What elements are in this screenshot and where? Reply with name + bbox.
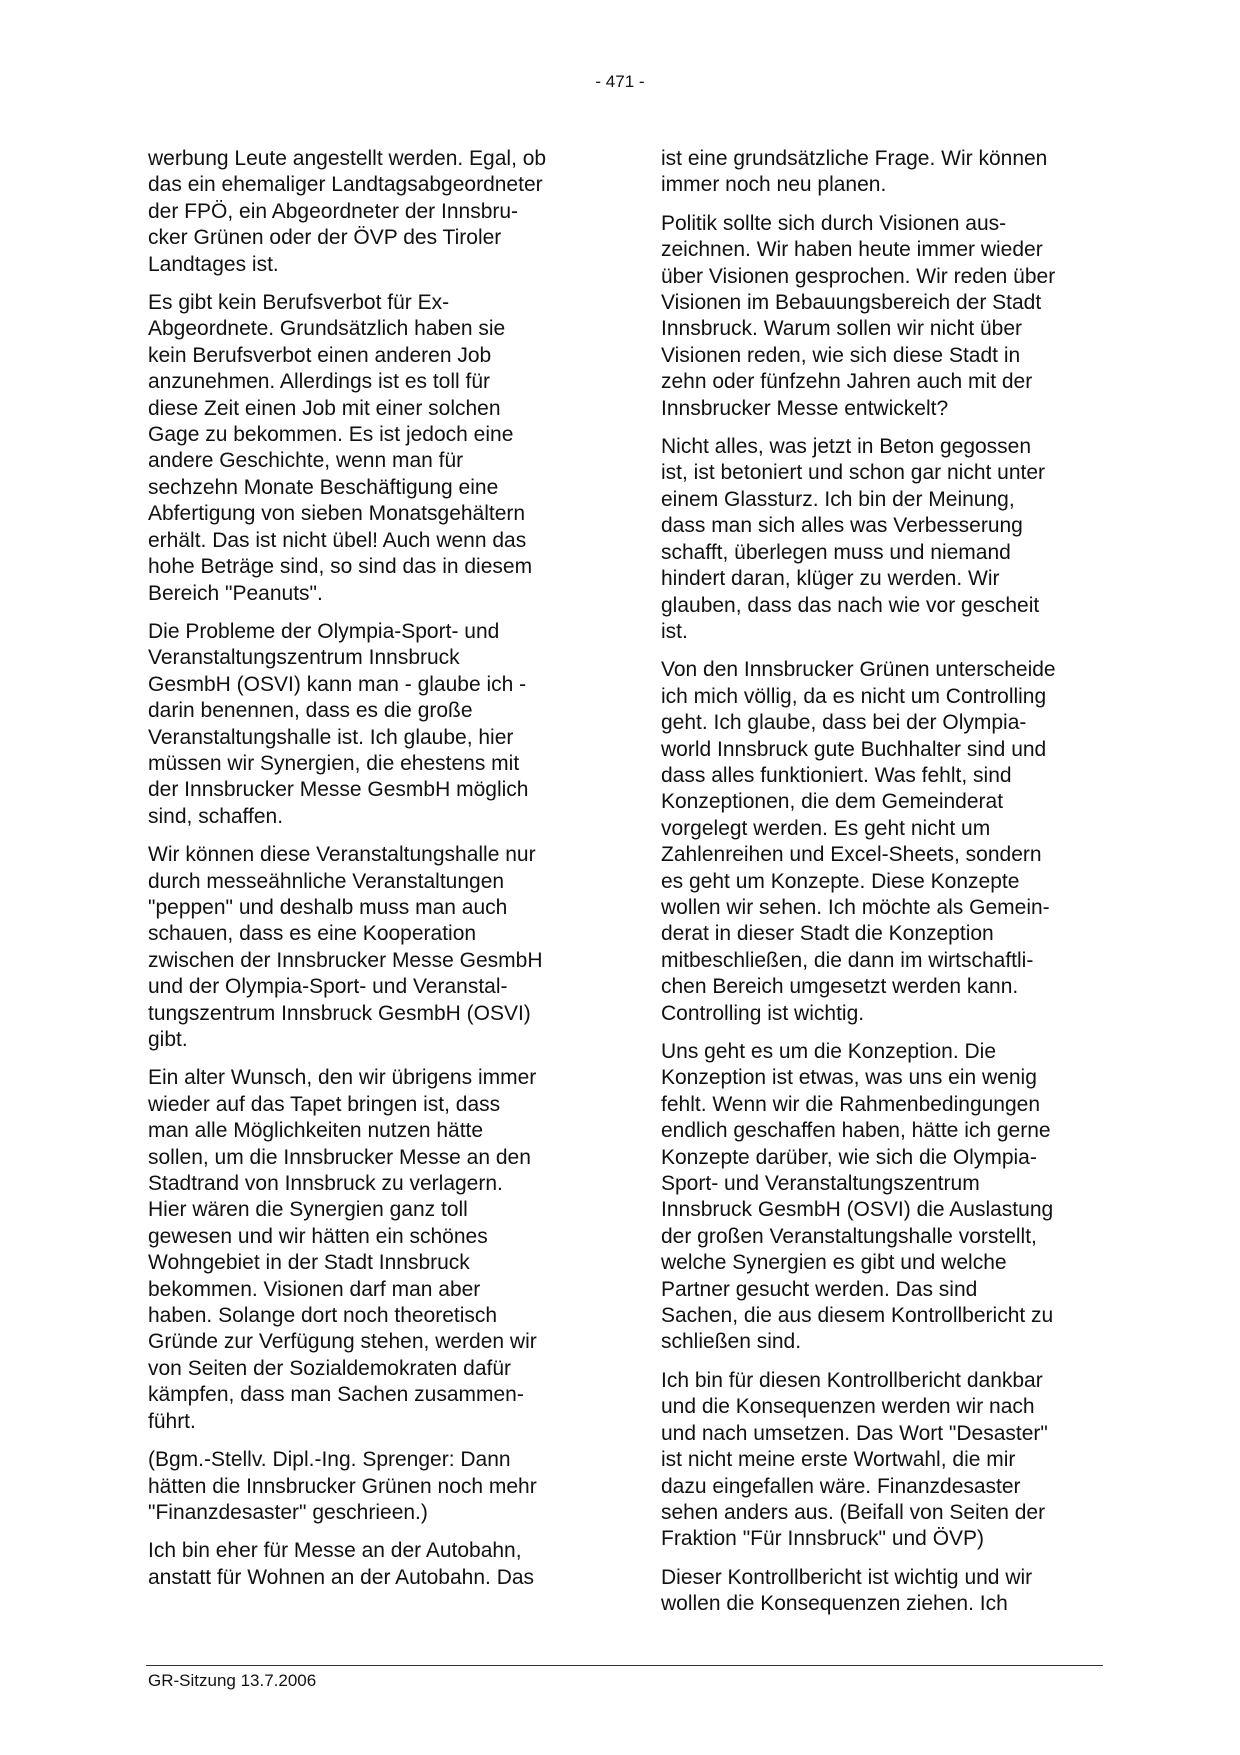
paragraph: Ich bin für diesen Kontrollbericht dankbar und die Konsequenzen werden wir nach und nach umsetzen. Das Wort "Desaster" ist nicht meine erste Wortwahl, die mir dazu eingefallen wäre. Finanzdesaster sehen anders aus. (Beifall von Seiten der Fraktion "Für Innsbruck" und ÖVP) — [661, 1368, 1048, 1551]
paragraph: Ein alter Wunsch, den wir übrigens immer wieder auf das Tapet bringen ist, dass man alle Möglichkeiten nutzen hätte sollen, um die Innsbrucker Messe an den Stadtrand von Innsbruck zu verlagern. Hier wären die Synergien ganz toll gewesen und wir hätten ein schönes Wohngebiet in der Stadt Innsbruck bekommen. Visionen darf man aber haben. Solange dort noch theoretisch Gründe zur Verfügung stehen, werden wir von Seiten der Sozialdemokraten dafür kämpfen, dass man Sachen zusammen- führt. — [148, 1066, 537, 1433]
paragraph: werbung Leute angestellt werden. Egal, ob das ein ehemaliger Landtagsabgeordneter der FPÖ, ein Abgeordneter der Innsbru- cker Grünen oder der ÖVP des Tiroler Landtages ist. — [148, 147, 547, 276]
footer-session-date: GR-Sitzung 13.7.2006 — [148, 1671, 317, 1690]
paragraph: Wir können diese Veranstaltungshalle nur durch messeähnliche Veranstaltungen "peppen" und deshalb muss man auch schauen, dass es eine Kooperation zwischen der Innsbrucker Messe GesmbH und der Olympia-Sport- und Veranstal- tungszentrum Innsbruck GesmbH (OSVI) gibt. — [148, 843, 543, 1051]
paragraph: Von den Innsbrucker Grünen unterscheide ich mich völlig, da es nicht um Controlling geht. Ich glaube, dass bei der Olympia- world Innsbruck gute Buchhalter sind und dass alles funktioniert. Was fehlt, sind Konzeptionen, die dem Gemeinderat vorgelegt werden. Es geht nicht um Zahlenreihen und Excel-Sheets, sondern es geht um Konzepte. Diese Konzepte wollen wir sehen. Ich möchte als Gemein- derat in dieser Stadt die Konzeption mitbeschließen, die dann im wirtschaftli- chen Bereich umgesetzt werden kann. Controlling ist wichtig. — [661, 658, 1056, 1025]
paragraph: Ich bin eher für Messe an der Autobahn, anstatt für Wohnen an der Autobahn. Das — [148, 1539, 535, 1589]
left-column — [148, 146, 594, 1603]
right-column — [661, 146, 1107, 1630]
page-number: - 471 - — [595, 72, 645, 91]
paragraph: ist eine grundsätzliche Frage. Wir können immer noch neu planen. — [661, 147, 1048, 197]
paragraph: Politik sollte sich durch Visionen aus- zeichnen. Wir haben heute immer wieder über Visionen gesprochen. Wir reden über Visionen im Bebauungsbereich der Stadt Innsbruck. Warum sollen wir nicht über Visionen reden, wie sich diese Stadt in zehn oder fünfzehn Jahren auch mit der Innsbrucker Messe entwickelt? — [661, 211, 1056, 420]
footer-divider — [146, 1665, 1103, 1666]
paragraph: Uns geht es um die Konzeption. Die Konzeption ist etwas, was uns ein wenig fehlt. Wenn wir die Rahmenbedingungen endlich geschaffen haben, hätte ich gerne Konzepte darüber, wie sich die Olympia- Sport- und Veranstaltungszentrum Innsbruck GesmbH (OSVI) die Auslastung der großen Veranstaltungshalle vorstellt, welche Synergien es gibt und welche Partner gesucht werden. Das sind Sachen, die aus diesem Kontrollbericht zu schließen sind. — [661, 1040, 1054, 1354]
interjection-paragraph: (Bgm.-Stellv. Dipl.-Ing. Sprenger: Dann hätten die Innsbrucker Grünen noch mehr "Finanzdesaster" geschrieen.) — [148, 1448, 537, 1524]
paragraph: Die Probleme der Olympia-Sport- und Veranstaltungszentrum Innsbruck GesmbH (OSVI) kann man - glaube ich - darin benennen, dass es die große Veranstaltungshalle ist. Ich glaube, hier müssen wir Synergien, die ehestens mit der Innsbrucker Messe GesmbH möglich sind, schaffen. — [148, 619, 529, 828]
paragraph: Nicht alles, was jetzt in Beton gegossen ist, ist betoniert und schon gar nicht unter einem Glassturz. Ich bin der Meinung, dass man sich alles was Verbesserung schafft, überlegen muss und niemand hindert daran, klüger zu werden. Wir glauben, dass das nach wie vor gescheit ist. — [661, 435, 1046, 643]
paragraph: Dieser Kontrollbericht ist wichtig und wir wollen die Konsequenzen ziehen. Ich — [661, 1565, 1033, 1616]
paragraph: Es gibt kein Berufsverbot für Ex- Abgeordnete. Grundsätzlich haben sie kein Berufsverbot einen anderen Job anzunehmen. Allerdings ist es toll für diese Zeit einen Job mit einer solchen Gage zu bekommen. Es ist jedoch eine andere Geschichte, wenn man für sechzehn Monate Beschäftigung eine Abfertigung von sieben Monatsgehältern erhält. Das ist nicht übel! Auch wenn das hohe Beträge sind, so sind das in diesem Bereich "Peanuts". — [148, 291, 533, 605]
